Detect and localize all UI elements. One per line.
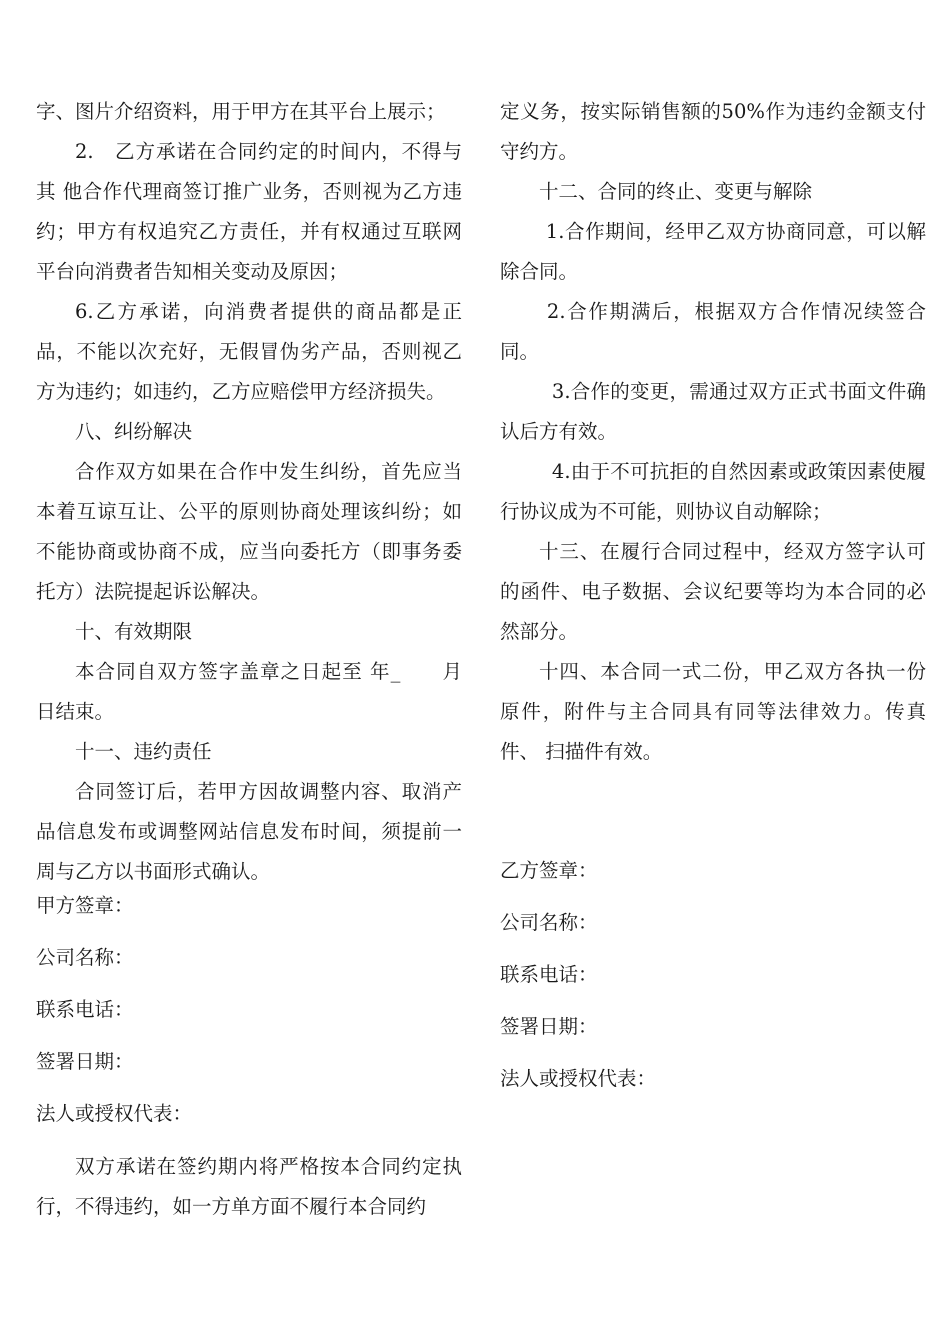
party-a-representative-label: 法人或授权代表： [36,1102,193,1125]
paragraph-validity-period: 本合同自双方签字盖章之日起至 年_ 月 日结束。 [36,660,469,723]
party-b-representative-label: 法人或授权代表： [500,1067,657,1090]
paragraph-termination-3: 3.合作的变更，需通过双方正式书面文件确认后方有效。 [500,380,926,443]
paragraph-termination-4: 4.由于不可抗拒的自然因素或政策因素使履行协议成为不可能，则协议自动解除； [500,460,926,523]
party-a-company-label: 公司名称： [36,946,134,969]
party-a-date-label: 签署日期： [36,1050,134,1073]
party-a-seal-label: 甲方签章： [36,894,134,917]
paragraph-clause-13: 十三、在履行合同过程中，经双方签字认可的函件、电子数据、会议纪要等均为本合同的必然部分。 [500,540,926,643]
paragraph-intro-continuation: 字、图片介绍资料，用于甲方在其平台上展示； [36,100,446,123]
left-column [36,92,469,892]
party-b-seal-label: 乙方签章： [500,859,598,882]
paragraph-clause-14: 十四、本合同一式二份，甲乙双方各执一份原件，附件与主合同具有同等法律效力。传真件、 扫描件有效。 [500,660,926,763]
party-b-phone-label: 联系电话： [500,963,598,986]
heading-dispute-resolution: 八、纠纷解决 [75,420,193,443]
right-column [500,92,926,772]
party-b-date-label: 签署日期： [500,1015,598,1038]
party-a-signature-block [36,880,462,1140]
closing-paragraph: 双方承诺在签约期内将严格按本合同约定执行，不得违约，如一方单方面不履行本合同约 [36,1155,462,1218]
paragraph-clause-2: 2. 乙方承诺在合同约定的时间内，不得与其 他合作代理商签订推广业务，否则视为乙方违 约；甲方有权追究乙方责任，并有权通过互联网 平台向消费者告知相关变动及原因； [36,140,469,283]
closing-statement [36,1147,462,1227]
heading-termination: 十二、合同的终止、变更与解除 [539,180,813,203]
paragraph-breach-liability: 合同签订后，若甲方因故调整内容、取消产 品信息发布或调整网站信息发布时间，须提前一 周与乙方以书面形式确认。 [36,780,469,883]
party-b-signature-block [500,845,926,1105]
party-b-company-label: 公司名称： [500,911,598,934]
paragraph-termination-2: 2.合作期满后，根据双方合作情况续签合同。 [500,300,926,363]
paragraph-termination-1: 1.合作期间，经甲乙双方协商同意，可以解除合同。 [500,220,927,283]
heading-validity-period: 十、有效期限 [75,620,193,643]
paragraph-obligation-continuation: 定义务，按实际销售额的50%作为违约金额支付守约方。 [500,100,926,163]
heading-breach-liability: 十一、违约责任 [75,740,212,763]
party-a-phone-label: 联系电话： [36,998,134,1021]
paragraph-clause-6: 6.乙方承诺，向消费者提供的商品都是正品，不能以次充好，无假冒伪劣产品，否则视乙方为违约；如违约，乙方应赔偿甲方经济损失。 [36,300,462,403]
paragraph-dispute-resolution: 合作双方如果在合作中发生纠纷，首先应当 本着互谅互让、公平的原则协商处理该纠纷；如 不能协商或协商不成，应当向委托方（即事务委 托方）法院提起诉讼解决。 [36,460,469,603]
